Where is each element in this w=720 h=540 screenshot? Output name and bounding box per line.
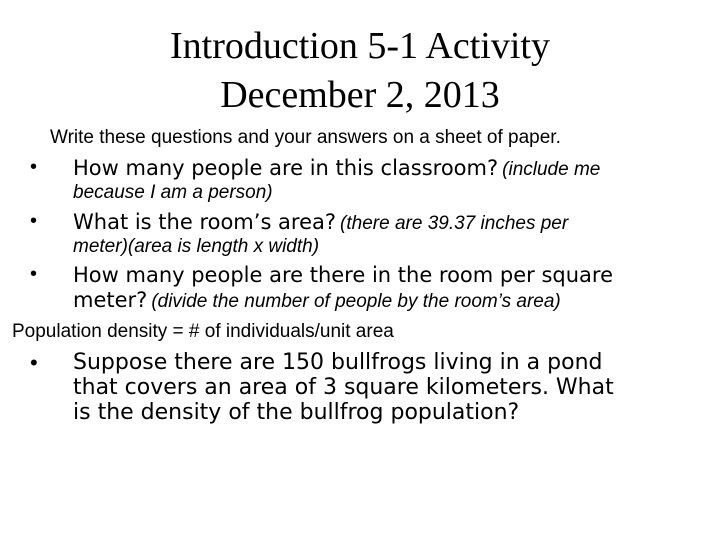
question-text: How many people are in this classroom? bbox=[73, 156, 499, 180]
bullet-mark: • bbox=[30, 263, 38, 285]
problem-line-2: that covers an area of 3 square kilometers. What bbox=[73, 375, 614, 400]
bullet-3-line-2 bbox=[73, 288, 561, 313]
definition-text: Population density = # of individuals/unit area bbox=[12, 321, 394, 342]
bullet-3-line-1 bbox=[73, 263, 613, 287]
problem-line-3: is the density of the bullfrog population? bbox=[73, 400, 520, 425]
bullet-2-line-2 bbox=[73, 236, 319, 258]
bullet-mark: • bbox=[30, 210, 38, 232]
hint-text: (include me bbox=[502, 159, 601, 180]
title-line-1: Introduction 5-1 Activity bbox=[170, 25, 550, 67]
title-line-2: December 2, 2013 bbox=[220, 74, 500, 116]
question-text: meter? bbox=[73, 288, 148, 312]
hint-text: (there are 39.37 inches per bbox=[340, 213, 569, 234]
question-text: How many people are there in the room per square bbox=[73, 263, 614, 287]
bullet-mark: • bbox=[30, 350, 38, 375]
question-text: What is the room’s area? bbox=[73, 210, 337, 234]
bullet-2-line-1 bbox=[73, 210, 568, 235]
problem-line-1: Suppose there are 150 bullfrogs living in a pond bbox=[73, 350, 603, 375]
hint-text: (divide the number of people by the room’s area) bbox=[151, 291, 561, 312]
bullet-mark: • bbox=[30, 156, 38, 178]
bullet-1-line-1 bbox=[73, 156, 600, 181]
hint-text: meter)(area is length x width) bbox=[73, 236, 320, 257]
slide-title bbox=[0, 22, 720, 120]
bullet-1-line-2 bbox=[73, 182, 273, 204]
instruction-text: Write these questions and your answers on a sheet of paper. bbox=[50, 127, 561, 148]
hint-text: because I am a person) bbox=[73, 182, 273, 203]
